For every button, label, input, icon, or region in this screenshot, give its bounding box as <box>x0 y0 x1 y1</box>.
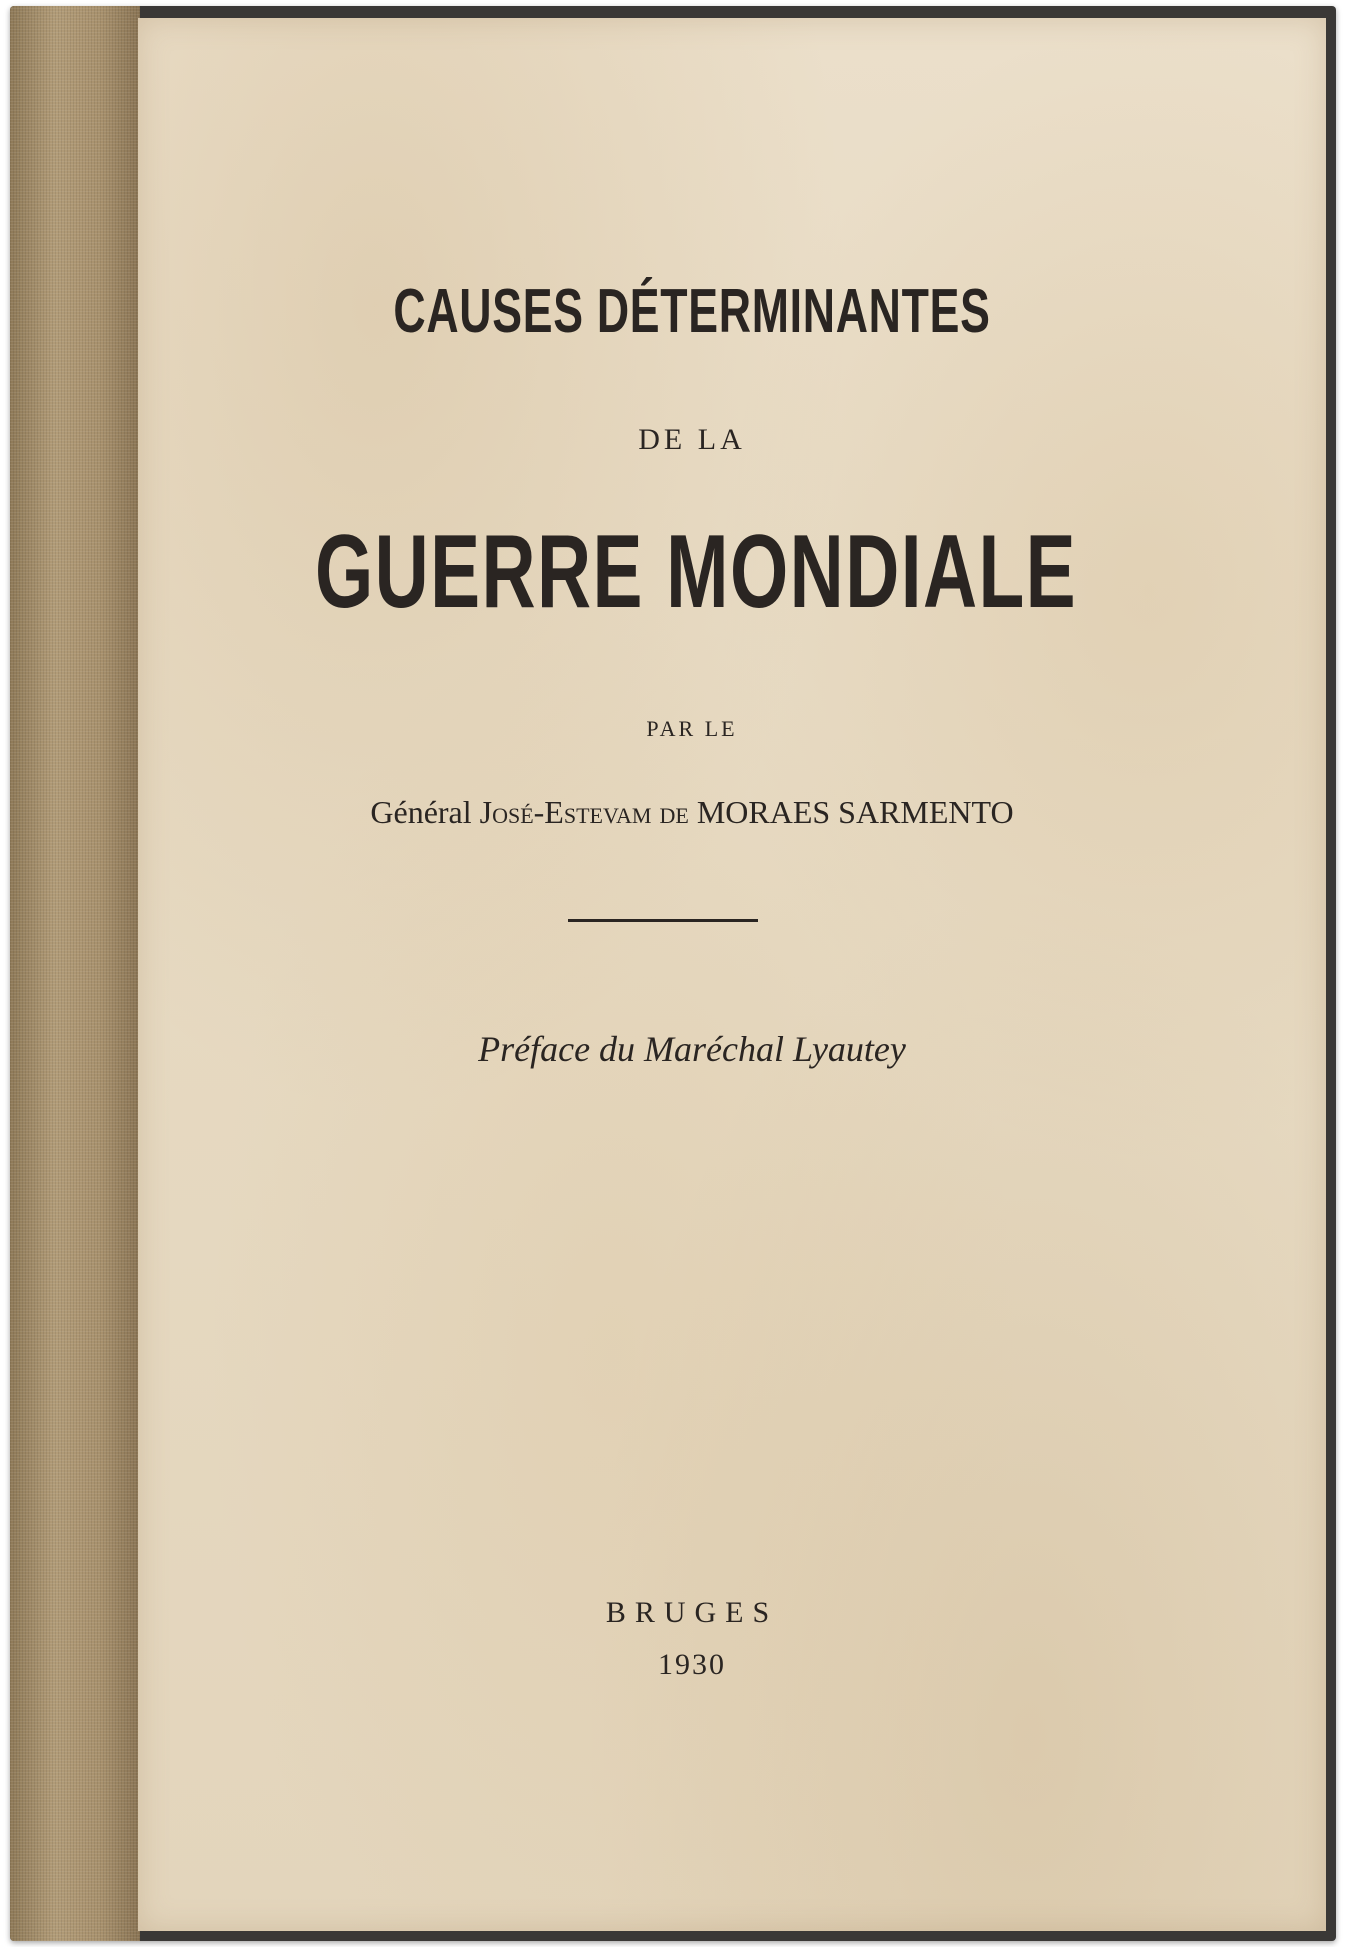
title-line-3: GUERRE MONDIALE <box>314 514 1078 630</box>
author-surname: MORAES SARMENTO <box>696 794 1014 830</box>
divider-rule <box>568 919 758 922</box>
author-line <box>98 794 1286 831</box>
preface-line: Préface du Maréchal Lyautey <box>478 1029 906 1069</box>
front-cover <box>138 18 1326 1931</box>
publication-place: BRUGES <box>605 1596 779 1629</box>
book <box>10 6 1336 1941</box>
author-intro: PAR LE <box>646 716 738 741</box>
author-name: José-Estevam de <box>479 794 689 830</box>
author-prefix: Général <box>370 794 472 830</box>
title-line-2: DE LA <box>638 423 746 456</box>
title-line-1: CAUSES DÉTERMINANTES <box>393 277 991 346</box>
publication-year: 1930 <box>658 1648 726 1681</box>
